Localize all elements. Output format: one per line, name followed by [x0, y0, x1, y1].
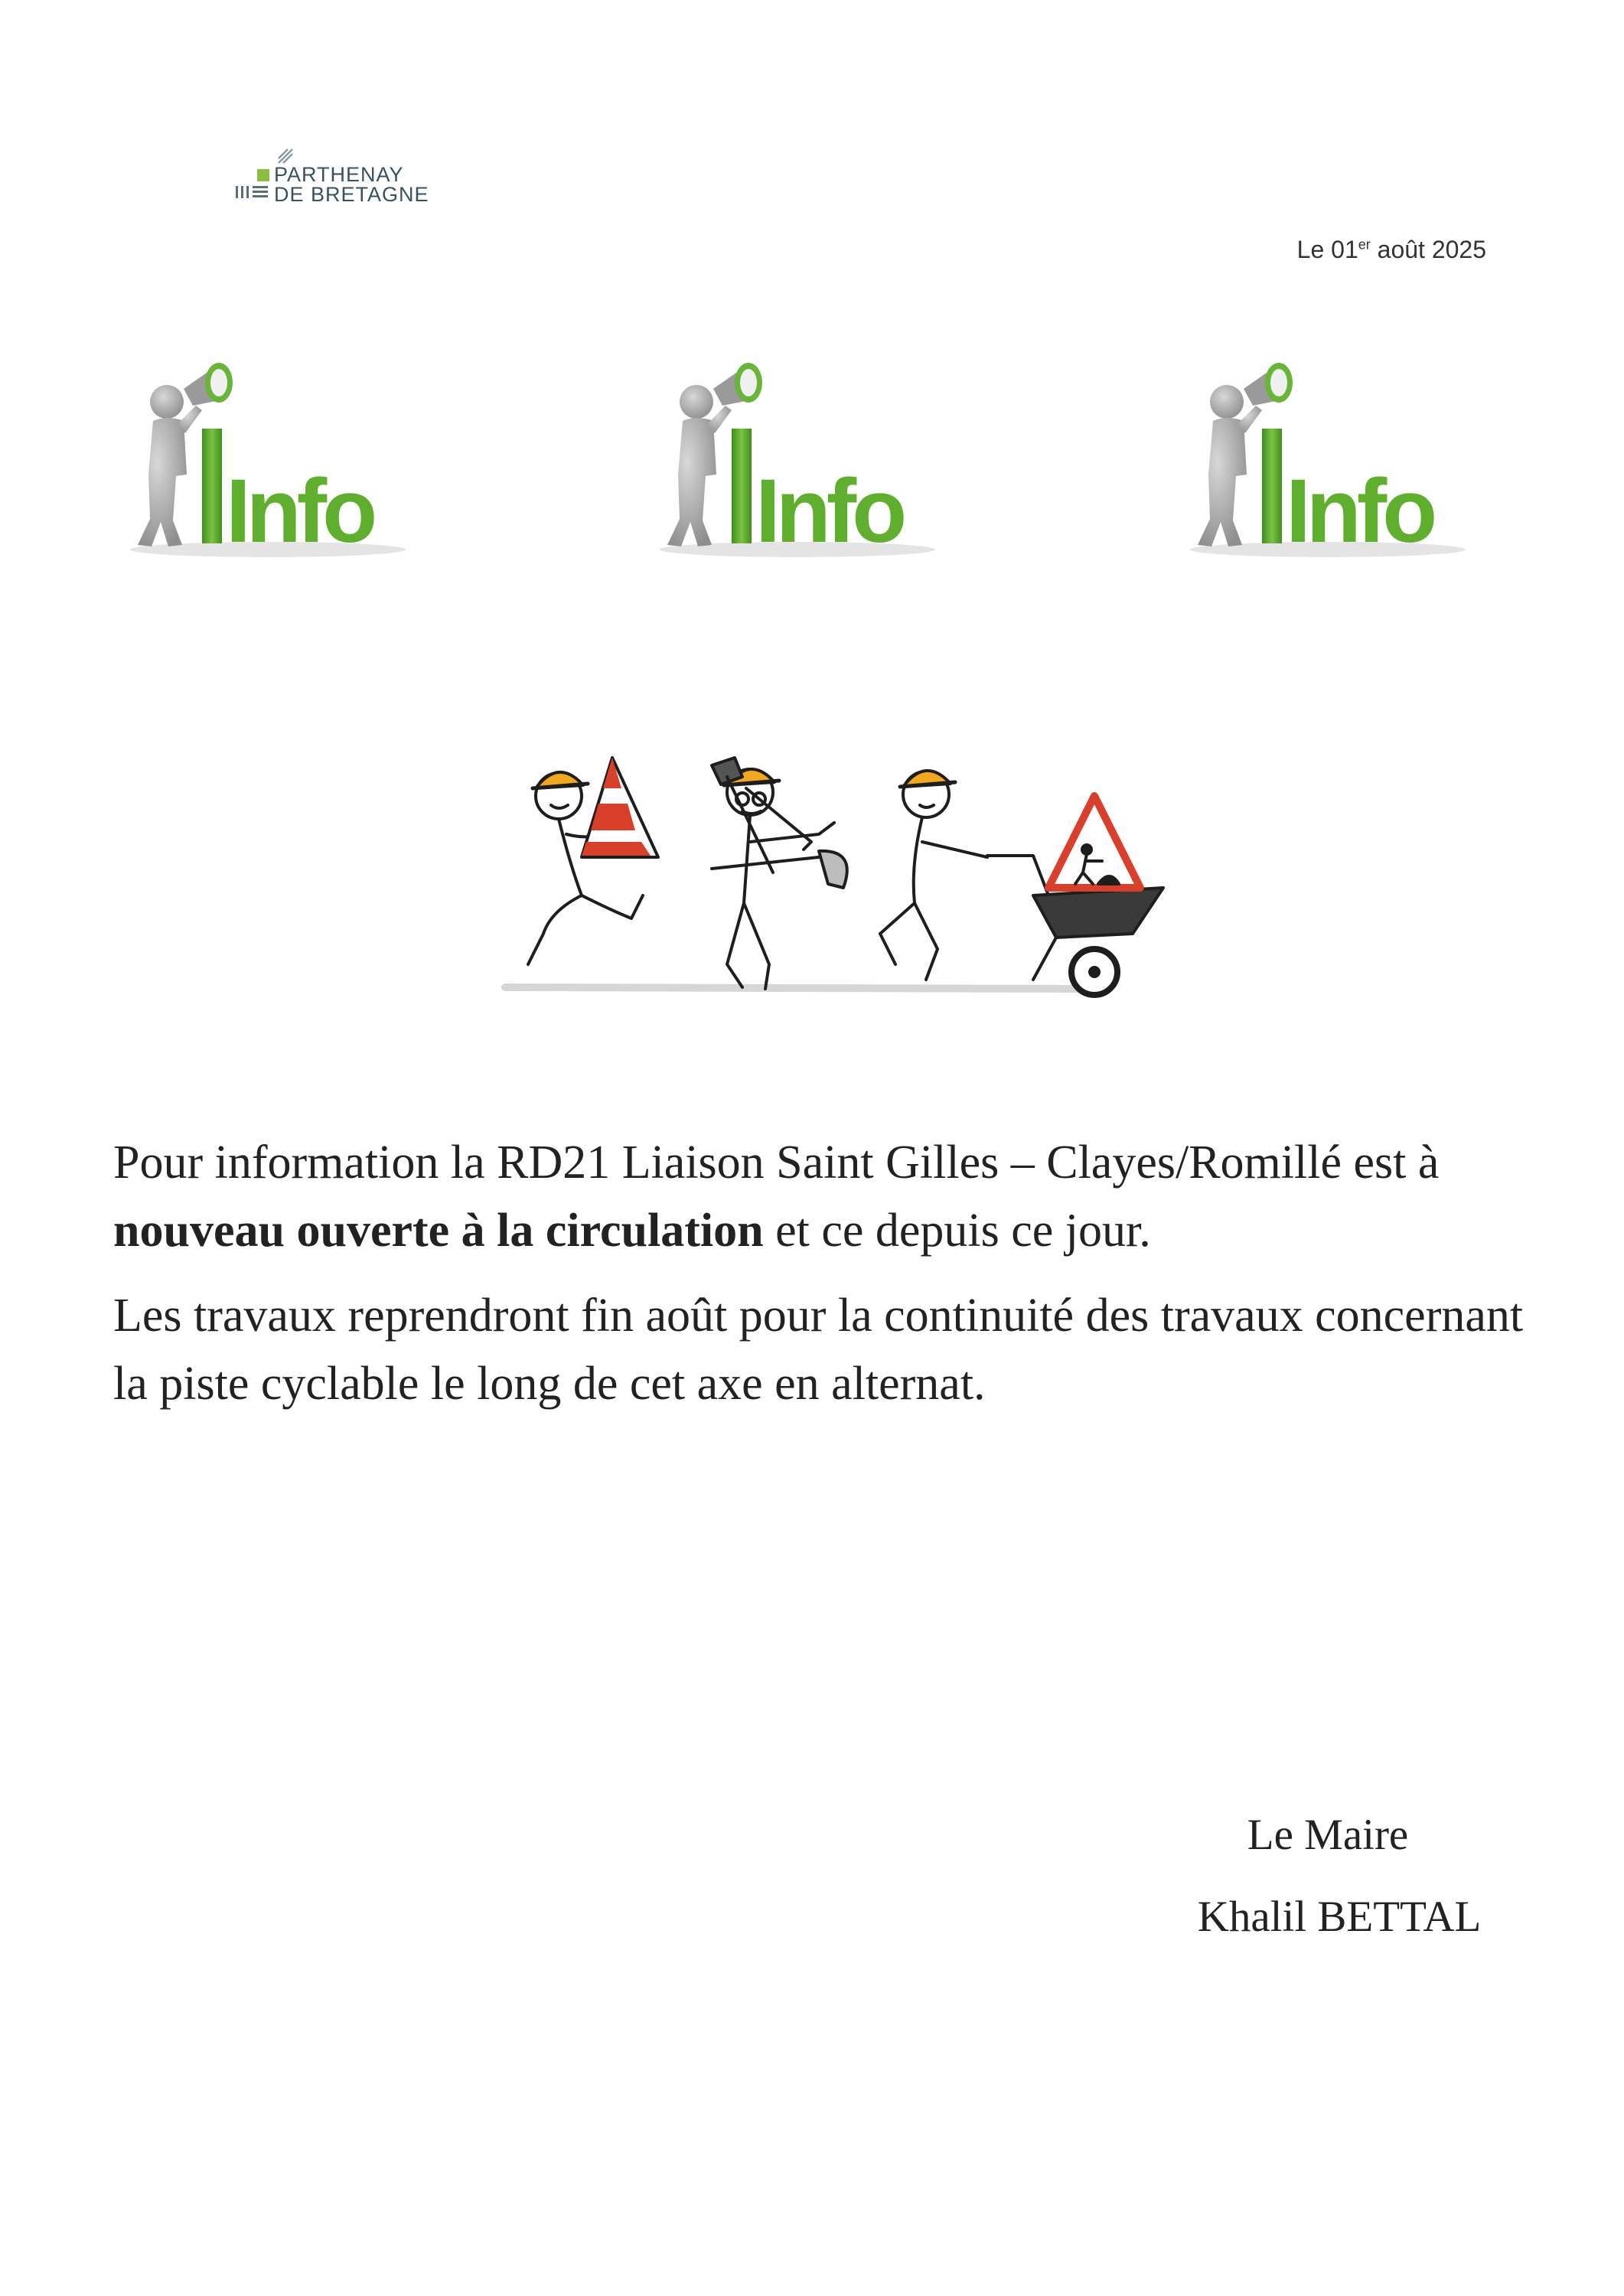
- signature-name: Khalil BETTAL: [1197, 1893, 1482, 1941]
- road-workers-illustration: [497, 735, 1186, 1026]
- info-megaphone-icon: [122, 344, 421, 566]
- document-date: Le 01er août 2025: [1296, 236, 1486, 263]
- notice-paragraph-1: Pour information la RD21 Liaison Saint Gilles – Clayes/Romillé est à nouveau ouverte à la circulation et ce depuis ce jour.: [113, 1137, 1440, 1257]
- signature-title: Le Maire: [1247, 1811, 1409, 1859]
- signature-block: [1148, 1810, 1531, 1942]
- logo-bars-icon: [236, 186, 269, 198]
- parthenay-logo: [230, 142, 474, 218]
- notice-paragraph-2: Les travaux reprendront fin août pour la continuité des travaux concernant la piste cyclable le long de cet axe en alternat.: [113, 1290, 1524, 1410]
- info-megaphone-icon: [652, 344, 951, 566]
- notice-emphasis: nouveau ouverte à la circulation: [113, 1205, 764, 1257]
- info-megaphone-icon: [1182, 344, 1481, 566]
- svg-text:Info: Info: [755, 461, 903, 562]
- svg-text:Info: Info: [226, 461, 373, 562]
- logo-hatch-icon: [277, 148, 294, 165]
- logo-text-parthenay: PARTHENAY: [274, 163, 404, 186]
- svg-text:Info: Info: [1286, 461, 1433, 562]
- notice-body: [113, 1129, 1537, 1418]
- logo-green-square: [257, 169, 269, 181]
- logo-text-bretagne: DE BRETAGNE: [274, 183, 429, 206]
